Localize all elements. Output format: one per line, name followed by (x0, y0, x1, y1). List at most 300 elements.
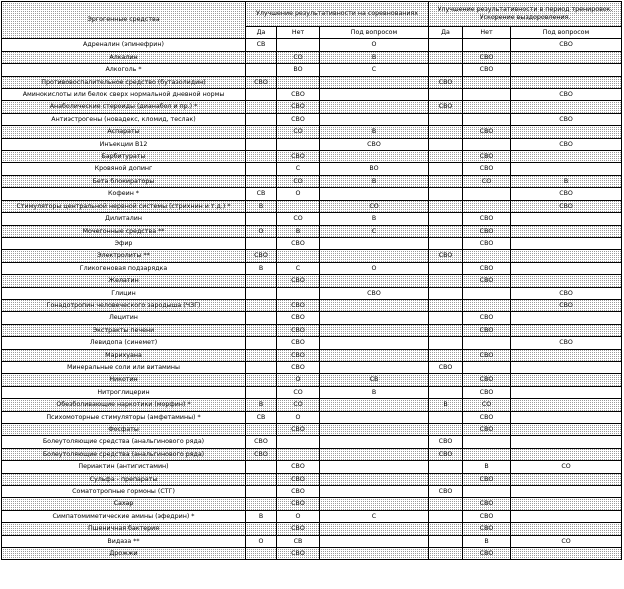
cell-train-questionable: СВО (511, 287, 622, 299)
cell-train-questionable (511, 498, 622, 510)
agent-name: Эфир (2, 237, 246, 249)
cell-train-no: СВО (463, 126, 511, 138)
agent-name: Симпатомиметические амины (эфедрин) * (2, 510, 246, 522)
table-row (2, 213, 622, 225)
table-row (2, 89, 622, 101)
cell-comp-yes (246, 163, 277, 175)
cell-train-yes: СВО (429, 486, 463, 498)
cell-comp-yes: В (246, 200, 277, 212)
cell-train-questionable (511, 510, 622, 522)
cell-comp-questionable: В (320, 126, 429, 138)
agent-name: Болеутоляющие средства (анальгинового ряда) (2, 448, 246, 460)
cell-train-no (463, 299, 511, 311)
cell-train-yes (429, 386, 463, 398)
cell-comp-questionable (320, 250, 429, 262)
cell-train-questionable: СВО (511, 39, 622, 51)
cell-comp-yes: СВО (246, 76, 277, 88)
agent-name: Периактин (антигистамин) (2, 461, 246, 473)
cell-comp-questionable (320, 113, 429, 125)
cell-train-yes (429, 89, 463, 101)
header-training: Улучшение результативности в период тренировок. Ускорение выздоровления. (429, 2, 622, 27)
cell-comp-questionable: В (320, 175, 429, 187)
cell-train-yes (429, 126, 463, 138)
cell-comp-yes (246, 175, 277, 187)
cell-train-yes: СВО (429, 361, 463, 373)
cell-train-yes (429, 299, 463, 311)
cell-comp-yes (246, 498, 277, 510)
cell-comp-no: СО (277, 175, 320, 187)
cell-train-no: СВО (463, 262, 511, 274)
cell-comp-no: СВО (277, 548, 320, 560)
cell-train-yes (429, 262, 463, 274)
table-row (2, 138, 622, 150)
table-row (2, 399, 622, 411)
table-row (2, 126, 622, 138)
agent-name: Видаза ** (2, 535, 246, 547)
cell-train-questionable (511, 151, 622, 163)
cell-train-yes (429, 39, 463, 51)
cell-train-questionable (511, 399, 622, 411)
agent-name: Дилиталин (2, 213, 246, 225)
cell-train-no: СВО (463, 548, 511, 560)
cell-train-questionable (511, 64, 622, 76)
cell-comp-no: СО (277, 399, 320, 411)
cell-comp-yes (246, 386, 277, 398)
table-row (2, 299, 622, 311)
cell-comp-questionable: СВО (320, 287, 429, 299)
cell-comp-yes (246, 151, 277, 163)
cell-comp-no (277, 200, 320, 212)
table-row (2, 39, 622, 51)
cell-comp-questionable: СО (320, 200, 429, 212)
cell-train-yes (429, 213, 463, 225)
cell-comp-questionable (320, 448, 429, 460)
cell-comp-yes: СВ (246, 411, 277, 423)
cell-train-yes (429, 461, 463, 473)
cell-comp-no: СО (277, 386, 320, 398)
cell-train-yes (429, 64, 463, 76)
cell-train-questionable: СВО (511, 337, 622, 349)
cell-train-yes (429, 312, 463, 324)
cell-comp-yes (246, 275, 277, 287)
cell-train-yes (429, 424, 463, 436)
subheader-comp-questionable: Под вопросом (320, 27, 429, 39)
cell-train-questionable (511, 374, 622, 386)
cell-train-questionable (511, 275, 622, 287)
agent-name: Гонадотропин человеческого зародыша (ЧЗГ) (2, 299, 246, 311)
cell-train-no (463, 250, 511, 262)
cell-train-yes (429, 163, 463, 175)
cell-comp-no: СВО (277, 89, 320, 101)
cell-comp-yes (246, 287, 277, 299)
agent-name: Электролиты ** (2, 250, 246, 262)
table-row (2, 411, 622, 423)
table-row (2, 76, 622, 88)
cell-comp-yes (246, 213, 277, 225)
cell-train-no (463, 448, 511, 460)
cell-train-questionable (511, 411, 622, 423)
cell-train-yes: СВО (429, 448, 463, 460)
cell-train-no: СО (463, 399, 511, 411)
table-row (2, 312, 622, 324)
ergogenic-table (1, 1, 622, 560)
cell-comp-yes (246, 101, 277, 113)
agent-name: Сахар (2, 498, 246, 510)
cell-comp-no (277, 448, 320, 460)
cell-train-questionable: СО (511, 461, 622, 473)
agent-name: Марихуана (2, 349, 246, 361)
cell-train-yes (429, 337, 463, 349)
header-competition: Улучшение результативности на соревнованиях (246, 2, 429, 27)
agent-name: Сульфа - препараты (2, 473, 246, 485)
cell-comp-no: СВО (277, 349, 320, 361)
cell-comp-questionable (320, 312, 429, 324)
cell-train-no: СВО (463, 324, 511, 336)
cell-train-questionable (511, 349, 622, 361)
table-row (2, 361, 622, 373)
cell-comp-no: В (277, 225, 320, 237)
cell-train-yes: СВО (429, 76, 463, 88)
table-row (2, 461, 622, 473)
cell-comp-questionable: ВО (320, 163, 429, 175)
table-row (2, 486, 622, 498)
cell-train-yes (429, 200, 463, 212)
cell-train-questionable (511, 225, 622, 237)
cell-comp-no: ВО (277, 64, 320, 76)
cell-train-yes (429, 151, 463, 163)
cell-comp-yes: СВ (246, 188, 277, 200)
cell-train-no (463, 113, 511, 125)
agent-name: Левидопа (синемет) (2, 337, 246, 349)
cell-comp-questionable (320, 411, 429, 423)
cell-comp-questionable (320, 275, 429, 287)
cell-comp-yes: СВО (246, 436, 277, 448)
cell-comp-questionable (320, 461, 429, 473)
table-row (2, 64, 622, 76)
agent-name: Минеральные соли или витамины (2, 361, 246, 373)
cell-comp-questionable (320, 299, 429, 311)
cell-train-questionable (511, 126, 622, 138)
cell-train-questionable (511, 262, 622, 274)
cell-comp-yes: О (246, 535, 277, 547)
cell-train-no: СВО (463, 473, 511, 485)
table-row (2, 337, 622, 349)
cell-train-yes: СВО (429, 250, 463, 262)
cell-comp-yes (246, 361, 277, 373)
cell-comp-questionable: СВО (320, 138, 429, 150)
cell-comp-no: СО (277, 51, 320, 63)
cell-train-yes (429, 374, 463, 386)
cell-comp-yes: СВО (246, 250, 277, 262)
subheader-comp-no: Нет (277, 27, 320, 39)
cell-comp-questionable: О (320, 39, 429, 51)
agent-name: Адреналин (эпинефрин) (2, 39, 246, 51)
cell-train-no: СВО (463, 151, 511, 163)
agent-name: Алкоголь * (2, 64, 246, 76)
cell-train-questionable: СО (511, 535, 622, 547)
table-row (2, 113, 622, 125)
cell-train-no (463, 188, 511, 200)
agent-name: Аспараты (2, 126, 246, 138)
cell-comp-yes (246, 64, 277, 76)
cell-train-no (463, 436, 511, 448)
cell-train-no (463, 101, 511, 113)
table-row (2, 151, 622, 163)
cell-comp-no: СО (277, 126, 320, 138)
cell-comp-questionable (320, 361, 429, 373)
agent-name: Глицин (2, 287, 246, 299)
agent-name: Пшеничная бактерия (2, 523, 246, 535)
agent-name: Лецитин (2, 312, 246, 324)
agent-name: Болеутоляющие средства (анальгинового ряда) (2, 436, 246, 448)
cell-comp-questionable (320, 535, 429, 547)
cell-comp-yes (246, 473, 277, 485)
table-row (2, 548, 622, 560)
agent-name: Психомоторные стимуляторы (амфетамины) * (2, 411, 246, 423)
cell-comp-questionable: С (320, 225, 429, 237)
cell-train-questionable: В (511, 175, 622, 187)
cell-train-yes (429, 237, 463, 249)
cell-train-no: СВО (463, 498, 511, 510)
cell-comp-no: О (277, 374, 320, 386)
cell-comp-no: СВО (277, 312, 320, 324)
cell-comp-yes (246, 337, 277, 349)
table-row (2, 510, 622, 522)
cell-train-questionable (511, 237, 622, 249)
cell-train-no: СВО (463, 312, 511, 324)
cell-train-no (463, 200, 511, 212)
cell-comp-no: С (277, 262, 320, 274)
cell-train-yes: СВО (429, 101, 463, 113)
agent-name: Анаболические стероиды (дианабол и пр.) * (2, 101, 246, 113)
agent-name: Желатин (2, 275, 246, 287)
table-row (2, 163, 622, 175)
cell-comp-yes (246, 523, 277, 535)
cell-train-yes (429, 113, 463, 125)
cell-comp-no (277, 39, 320, 51)
cell-comp-no: СВО (277, 486, 320, 498)
cell-train-no (463, 337, 511, 349)
cell-train-no: СВО (463, 237, 511, 249)
cell-comp-questionable (320, 473, 429, 485)
cell-train-questionable (511, 213, 622, 225)
table-row (2, 436, 622, 448)
cell-comp-no: СВО (277, 324, 320, 336)
cell-comp-questionable: СВ (320, 374, 429, 386)
agent-name: Антиэстрогены (новадекс, кломид, теслак) (2, 113, 246, 125)
agent-name: Экстракты печени (2, 324, 246, 336)
cell-comp-questionable: В (320, 386, 429, 398)
cell-train-no: СО (463, 175, 511, 187)
cell-train-yes (429, 411, 463, 423)
cell-comp-yes (246, 548, 277, 560)
cell-train-questionable (511, 386, 622, 398)
cell-comp-no: О (277, 188, 320, 200)
cell-train-questionable (511, 163, 622, 175)
cell-train-no: СВО (463, 374, 511, 386)
cell-comp-yes (246, 51, 277, 63)
cell-comp-questionable (320, 337, 429, 349)
cell-train-questionable: СВО (511, 299, 622, 311)
cell-train-yes (429, 287, 463, 299)
cell-train-no: СВО (463, 225, 511, 237)
cell-comp-questionable: В (320, 213, 429, 225)
cell-comp-yes: СВО (246, 448, 277, 460)
cell-comp-no: СВО (277, 337, 320, 349)
cell-train-no: СВО (463, 51, 511, 63)
cell-train-no (463, 361, 511, 373)
cell-comp-questionable: С (320, 64, 429, 76)
cell-comp-questionable (320, 349, 429, 361)
cell-comp-questionable (320, 436, 429, 448)
cell-train-yes (429, 498, 463, 510)
table-row (2, 275, 622, 287)
cell-train-questionable (511, 424, 622, 436)
cell-comp-no: СО (277, 213, 320, 225)
cell-train-questionable (511, 486, 622, 498)
cell-comp-yes (246, 424, 277, 436)
cell-train-no: СВО (463, 64, 511, 76)
cell-train-questionable (511, 250, 622, 262)
cell-train-no: СВО (463, 411, 511, 423)
cell-comp-no: СВО (277, 113, 320, 125)
cell-comp-yes (246, 126, 277, 138)
cell-train-no (463, 138, 511, 150)
agent-name: Никотин (2, 374, 246, 386)
cell-comp-questionable (320, 76, 429, 88)
cell-train-questionable: СВО (511, 138, 622, 150)
cell-train-no: СВО (463, 163, 511, 175)
cell-train-questionable (511, 523, 622, 535)
cell-train-yes (429, 51, 463, 63)
cell-comp-yes (246, 237, 277, 249)
cell-train-yes (429, 324, 463, 336)
table-body (2, 39, 622, 560)
cell-train-questionable (511, 76, 622, 88)
cell-comp-questionable (320, 399, 429, 411)
cell-train-no: В (463, 535, 511, 547)
cell-comp-questionable (320, 151, 429, 163)
cell-comp-yes (246, 89, 277, 101)
cell-comp-yes (246, 374, 277, 386)
cell-train-questionable (511, 324, 622, 336)
cell-train-yes (429, 535, 463, 547)
cell-train-questionable (511, 548, 622, 560)
cell-comp-yes: СВ (246, 39, 277, 51)
agent-name: Кофеин * (2, 188, 246, 200)
subheader-train-yes: Да (429, 27, 463, 39)
agent-name: Мочегонные средства ** (2, 225, 246, 237)
table-row (2, 448, 622, 460)
agent-name: Обезболивающие наркотики (морфин) * (2, 399, 246, 411)
cell-comp-yes: О (246, 225, 277, 237)
cell-train-yes (429, 225, 463, 237)
table-row (2, 262, 622, 274)
cell-comp-questionable (320, 101, 429, 113)
cell-comp-no: СВО (277, 237, 320, 249)
cell-comp-no (277, 287, 320, 299)
cell-train-yes (429, 510, 463, 522)
cell-comp-questionable: В (320, 51, 429, 63)
cell-comp-no: СВ (277, 535, 320, 547)
cell-train-yes (429, 275, 463, 287)
table-row (2, 188, 622, 200)
cell-train-no (463, 76, 511, 88)
table-row (2, 287, 622, 299)
agent-name: Фосфаты (2, 424, 246, 436)
ergogenic-table-container (1, 1, 621, 560)
cell-train-no: СВО (463, 275, 511, 287)
cell-train-questionable (511, 448, 622, 460)
cell-train-yes (429, 349, 463, 361)
cell-comp-questionable (320, 523, 429, 535)
cell-train-questionable: СВО (511, 200, 622, 212)
agent-name: Противовоспалительное средство (бутазолидин) (2, 76, 246, 88)
cell-train-yes: СВО (429, 436, 463, 448)
cell-comp-no: С (277, 163, 320, 175)
cell-train-questionable (511, 101, 622, 113)
cell-comp-no: СВО (277, 424, 320, 436)
cell-comp-yes (246, 312, 277, 324)
cell-comp-questionable (320, 424, 429, 436)
table-row (2, 250, 622, 262)
table-row (2, 324, 622, 336)
table-row (2, 225, 622, 237)
cell-train-no: СВО (463, 349, 511, 361)
agent-name: Стимуляторы центральной нервной системы (стрихнин и т.д.) * (2, 200, 246, 212)
subheader-train-questionable: Под вопросом (511, 27, 622, 39)
cell-train-questionable: СВО (511, 89, 622, 101)
table-row (2, 523, 622, 535)
cell-comp-yes (246, 324, 277, 336)
cell-train-questionable: СВО (511, 188, 622, 200)
cell-comp-no: СВО (277, 101, 320, 113)
cell-comp-yes (246, 349, 277, 361)
cell-train-no: СВО (463, 213, 511, 225)
agent-name: Барбитураты (2, 151, 246, 163)
agent-name: Соматотропные гормоны (СТГ) (2, 486, 246, 498)
cell-comp-questionable (320, 498, 429, 510)
cell-comp-yes (246, 113, 277, 125)
cell-comp-yes (246, 486, 277, 498)
cell-train-no (463, 39, 511, 51)
cell-train-no: В (463, 461, 511, 473)
agent-name: Инъекции В12 (2, 138, 246, 150)
table-row (2, 424, 622, 436)
cell-train-yes (429, 523, 463, 535)
cell-comp-yes: В (246, 262, 277, 274)
cell-train-questionable (511, 473, 622, 485)
cell-comp-questionable: О (320, 262, 429, 274)
cell-comp-questionable (320, 89, 429, 101)
cell-comp-yes (246, 299, 277, 311)
table-row (2, 237, 622, 249)
cell-comp-yes: В (246, 510, 277, 522)
subheader-train-no: Нет (463, 27, 511, 39)
cell-train-no: СВО (463, 386, 511, 398)
table-row (2, 200, 622, 212)
cell-comp-no: СВО (277, 523, 320, 535)
agent-name: Гликогеновая подзарядка (2, 262, 246, 274)
cell-train-no: СВО (463, 424, 511, 436)
agent-name: Дрожжи (2, 548, 246, 560)
cell-train-yes (429, 188, 463, 200)
agent-name: Алкалин (2, 51, 246, 63)
cell-comp-questionable (320, 237, 429, 249)
cell-comp-no: СВО (277, 461, 320, 473)
cell-train-no: СВО (463, 523, 511, 535)
cell-comp-no: СВО (277, 299, 320, 311)
